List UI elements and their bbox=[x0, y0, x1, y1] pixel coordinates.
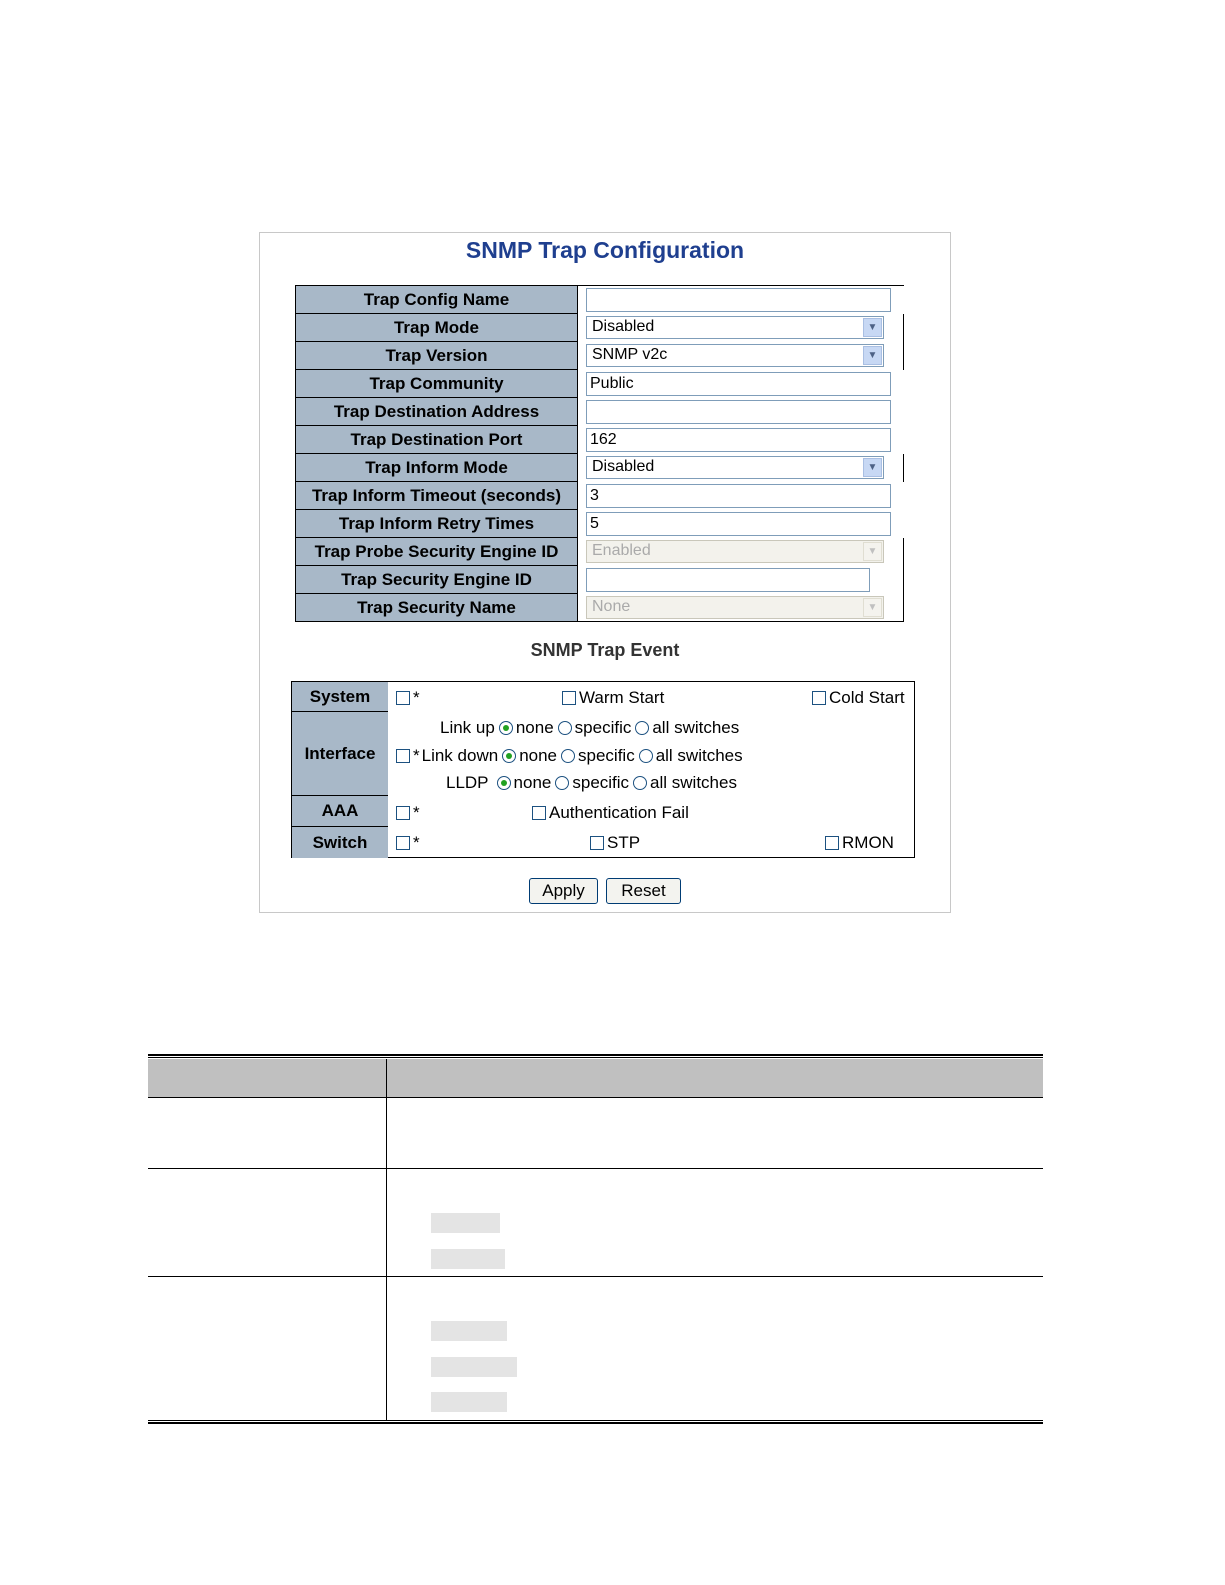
table-row bbox=[296, 482, 904, 510]
page-title: SNMP Trap Configuration bbox=[465, 237, 745, 263]
chevron-down-icon: ▼ bbox=[863, 346, 882, 365]
lldp-all-switches-radio[interactable] bbox=[633, 776, 647, 790]
trap-inform-retry-times-input[interactable] bbox=[586, 512, 891, 536]
table-row bbox=[296, 594, 904, 622]
chevron-down-icon: ▼ bbox=[863, 542, 882, 561]
checkbox[interactable] bbox=[812, 691, 826, 705]
link-up-specific-radio[interactable] bbox=[558, 721, 572, 735]
authentication-fail-checkbox[interactable]: Authentication Fail bbox=[532, 803, 689, 823]
switch-label: Switch bbox=[292, 827, 388, 858]
checkbox[interactable] bbox=[590, 836, 604, 850]
link-up-all-switches-radio[interactable] bbox=[635, 721, 649, 735]
table-header bbox=[148, 1059, 1043, 1098]
checkbox[interactable] bbox=[396, 691, 410, 705]
trap-event-table bbox=[291, 681, 915, 858]
interface-label: Interface bbox=[292, 712, 388, 796]
link-down-all-switches-radio[interactable] bbox=[639, 749, 653, 763]
link-up-row: Link up none specific all switches bbox=[440, 718, 740, 737]
warm-start-checkbox[interactable]: Warm Start bbox=[562, 688, 664, 708]
option-highlight bbox=[431, 1392, 507, 1412]
trap-mode-label: Trap Mode bbox=[296, 314, 578, 342]
link-down-none-radio[interactable] bbox=[502, 749, 516, 763]
link-up-none-radio[interactable] bbox=[499, 721, 513, 735]
chevron-down-icon: ▼ bbox=[863, 318, 882, 337]
checkbox[interactable] bbox=[396, 836, 410, 850]
trap-security-engine-id-input[interactable] bbox=[586, 568, 870, 592]
trap-version-label: Trap Version bbox=[296, 342, 578, 370]
option-highlight bbox=[431, 1321, 507, 1341]
checkbox[interactable] bbox=[532, 806, 546, 820]
trap-inform-timeout-input[interactable] bbox=[586, 484, 891, 508]
table-row bbox=[296, 398, 904, 426]
trap-security-engine-id-label: Trap Security Engine ID bbox=[296, 566, 578, 594]
link-down-specific-radio[interactable] bbox=[561, 749, 575, 763]
table-row bbox=[296, 454, 904, 482]
checkbox[interactable] bbox=[562, 691, 576, 705]
trap-event-title: SNMP Trap Event bbox=[530, 640, 680, 660]
chevron-down-icon: ▼ bbox=[863, 458, 882, 477]
system-label: System bbox=[292, 682, 388, 712]
trap-community-input[interactable] bbox=[586, 372, 891, 396]
table-row bbox=[148, 1168, 1043, 1169]
option-highlight bbox=[431, 1249, 505, 1269]
checkbox[interactable] bbox=[396, 806, 410, 820]
aaa-label: AAA bbox=[292, 796, 388, 827]
table-row bbox=[296, 426, 904, 454]
snmp-trap-panel bbox=[259, 232, 951, 913]
reset-button[interactable]: Reset bbox=[606, 878, 681, 904]
table-row bbox=[148, 1097, 1043, 1098]
option-highlight bbox=[431, 1357, 517, 1377]
table-row bbox=[296, 370, 904, 398]
trap-config-table bbox=[295, 285, 904, 622]
table-row bbox=[148, 1276, 1043, 1277]
table-row bbox=[296, 510, 904, 538]
trap-security-name-select: None ▼ bbox=[586, 596, 884, 619]
trap-inform-retry-times-label: Trap Inform Retry Times bbox=[296, 510, 578, 538]
table-row bbox=[296, 566, 904, 594]
trap-config-name-label: Trap Config Name bbox=[296, 286, 578, 314]
table-row bbox=[296, 342, 904, 370]
trap-inform-mode-label: Trap Inform Mode bbox=[296, 454, 578, 482]
trap-probe-security-engine-id-label: Trap Probe Security Engine ID bbox=[296, 538, 578, 566]
trap-destination-address-label: Trap Destination Address bbox=[296, 398, 578, 426]
trap-inform-mode-select[interactable]: Disabled ▼ bbox=[586, 456, 884, 479]
trap-probe-security-engine-id-select: Enabled ▼ bbox=[586, 540, 884, 563]
trap-community-label: Trap Community bbox=[296, 370, 578, 398]
checkbox[interactable] bbox=[825, 836, 839, 850]
trap-destination-port-label: Trap Destination Port bbox=[296, 426, 578, 454]
lldp-none-radio[interactable] bbox=[497, 776, 511, 790]
parameter-description-table bbox=[148, 1054, 1043, 1425]
trap-destination-address-input[interactable] bbox=[586, 400, 891, 424]
link-down-row: * Link down none specific all switches bbox=[396, 746, 743, 766]
chevron-down-icon: ▼ bbox=[863, 598, 882, 617]
apply-button[interactable]: Apply bbox=[529, 878, 598, 904]
lldp-specific-radio[interactable] bbox=[555, 776, 569, 790]
table-row bbox=[296, 538, 904, 566]
lldp-row: LLDP none specific all switches bbox=[446, 773, 737, 792]
aaa-all-checkbox[interactable]: * bbox=[396, 803, 420, 823]
trap-config-name-input[interactable] bbox=[586, 288, 891, 312]
stp-checkbox[interactable]: STP bbox=[590, 833, 640, 853]
trap-version-select[interactable]: SNMP v2c ▼ bbox=[586, 344, 884, 367]
table-row bbox=[296, 314, 904, 342]
trap-inform-timeout-label: Trap Inform Timeout (seconds) bbox=[296, 482, 578, 510]
cold-start-checkbox[interactable]: Cold Start bbox=[812, 688, 905, 708]
switch-all-checkbox[interactable]: * bbox=[396, 833, 420, 853]
trap-destination-port-input[interactable] bbox=[586, 428, 891, 452]
interface-all-checkbox[interactable] bbox=[396, 749, 410, 763]
table-row bbox=[296, 286, 904, 314]
trap-mode-select[interactable]: Disabled ▼ bbox=[586, 316, 884, 339]
option-highlight bbox=[431, 1213, 500, 1233]
system-all-checkbox[interactable]: * bbox=[396, 688, 420, 708]
rmon-checkbox[interactable]: RMON bbox=[825, 833, 894, 853]
trap-security-name-label: Trap Security Name bbox=[296, 594, 578, 622]
